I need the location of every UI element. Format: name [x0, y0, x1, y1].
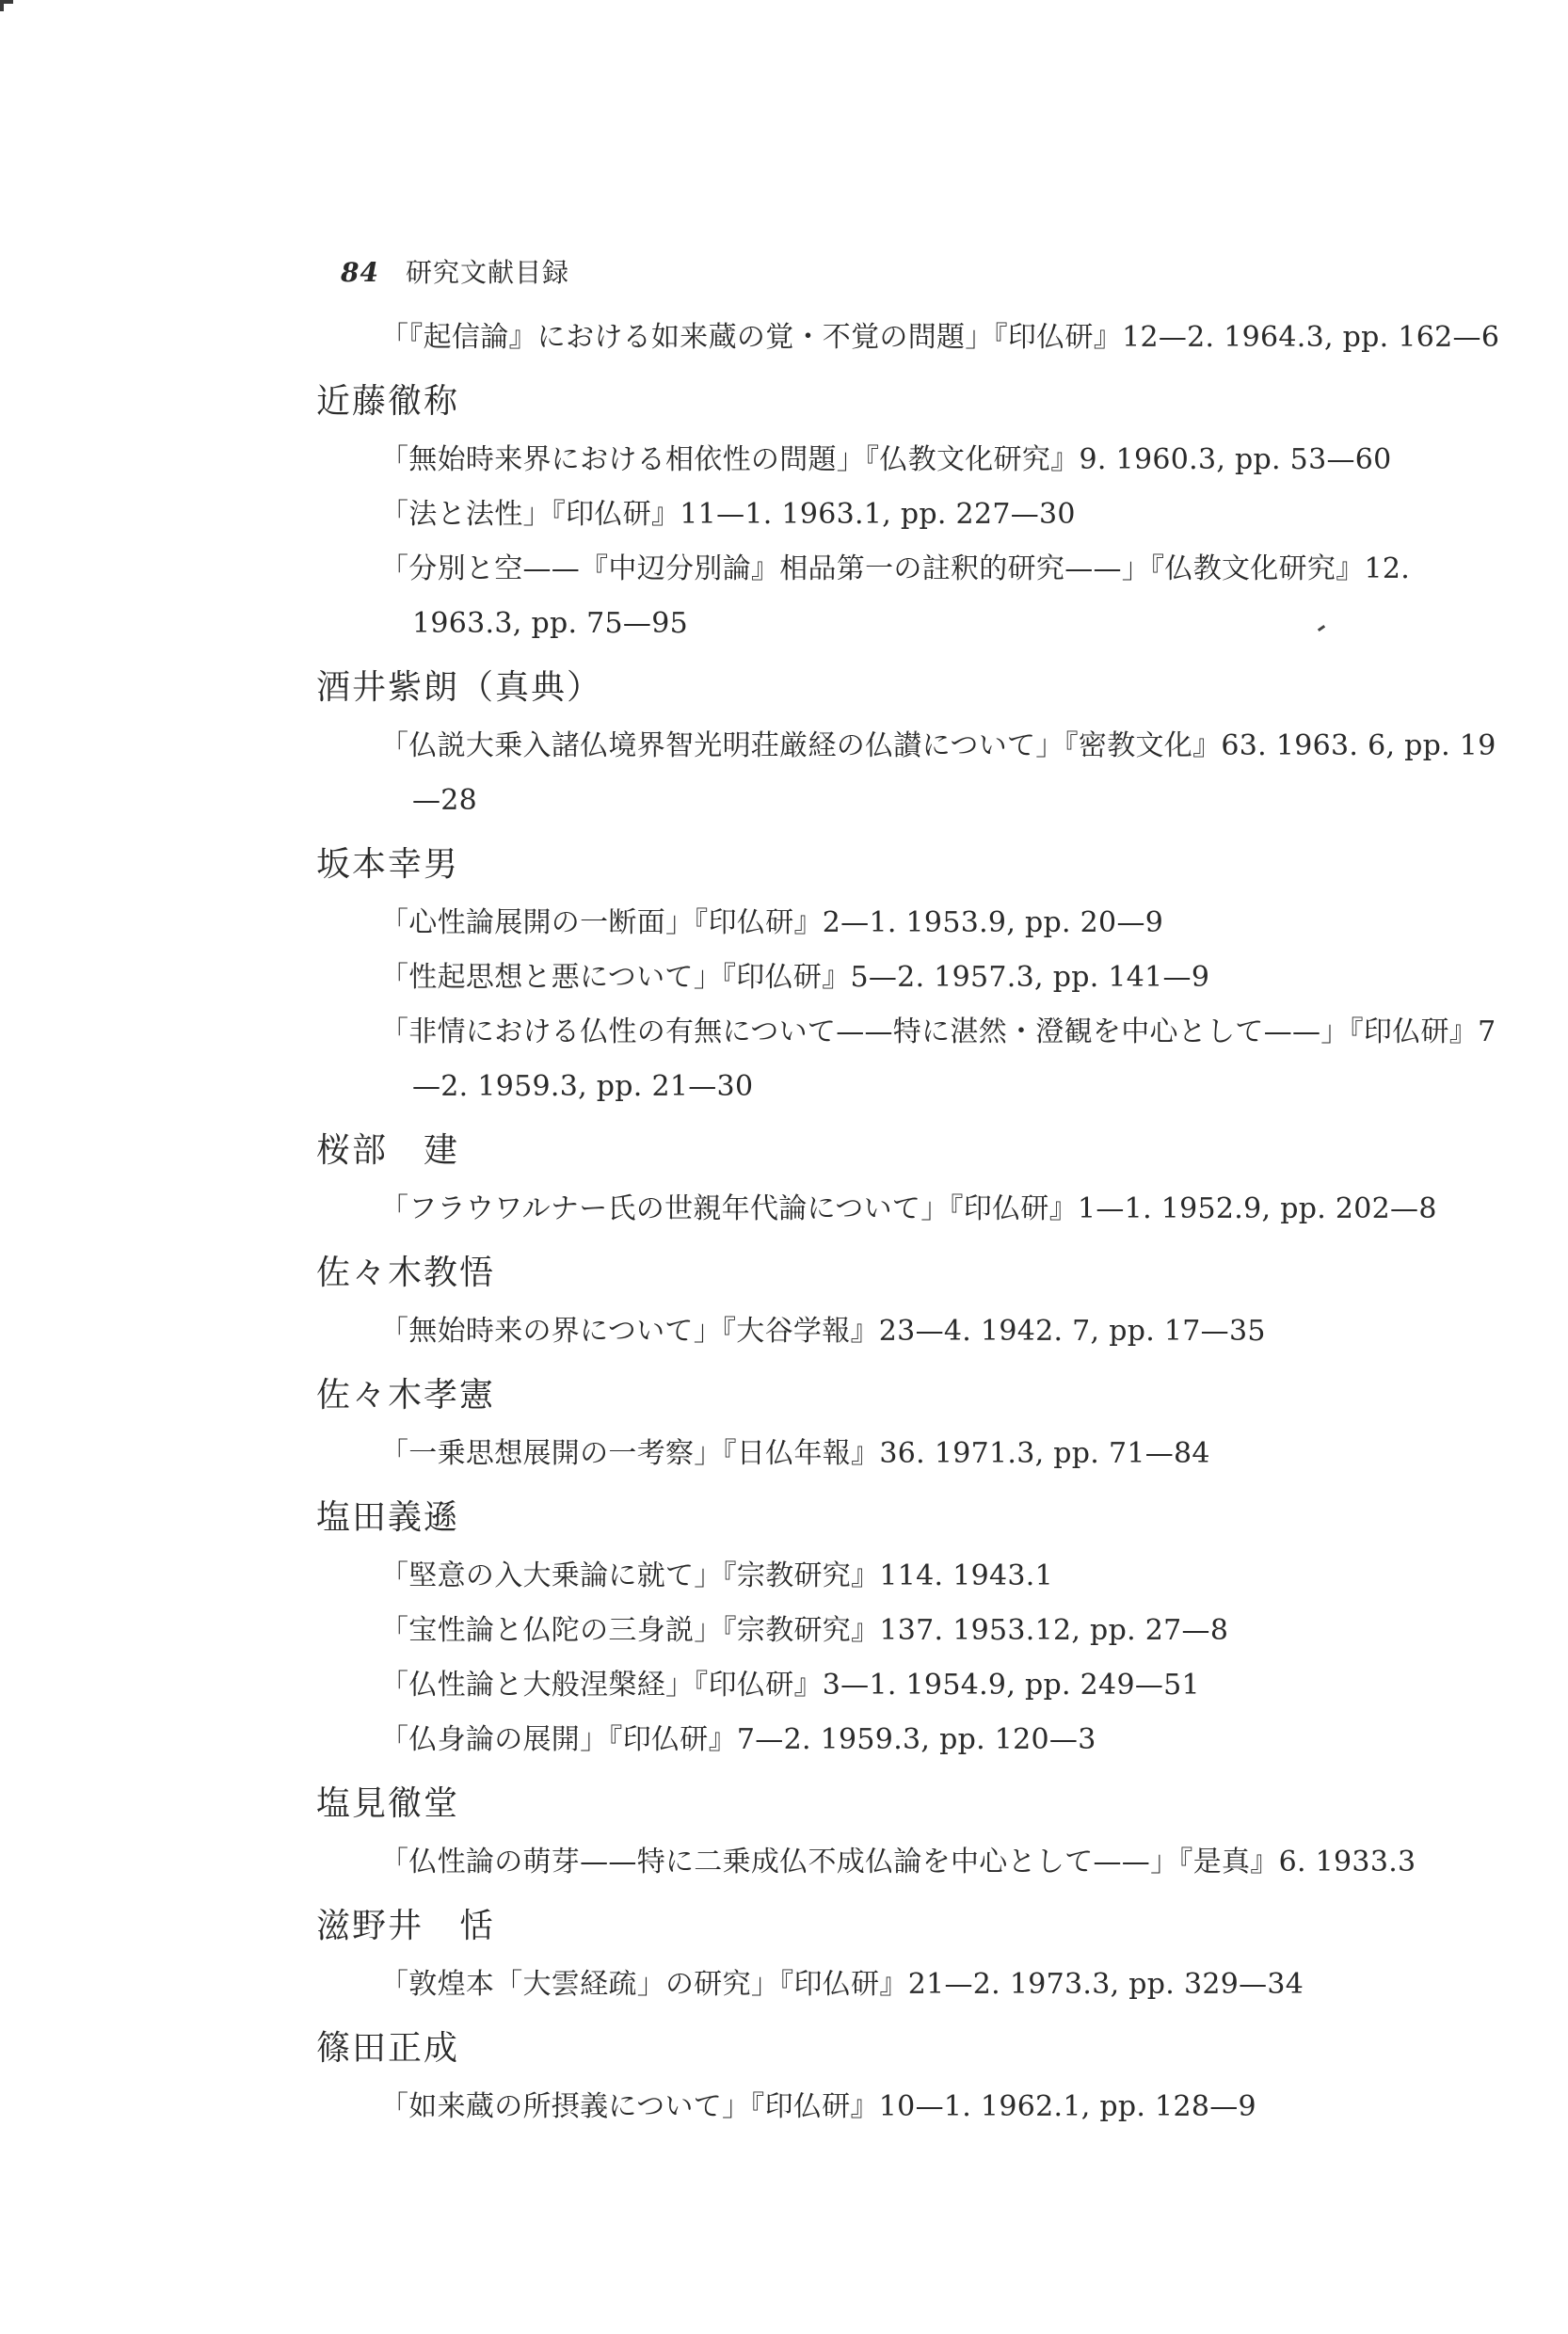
header-title: 研究文献目録 — [405, 257, 569, 288]
bibliography-entry: 「性起思想と悪について」『印仏研』5—2. 1957.3, pp. 141—9 — [380, 961, 1210, 994]
author-name: 滋野井 恬 — [316, 1907, 496, 1945]
bibliography-entry: 「分別と空——『中辺分別論』相品第一の註釈的研究——」『仏教文化研究』12. 1963.3, pp. 75—95 — [380, 552, 1411, 640]
bibliography-list — [316, 311, 1540, 2134]
bibliography-entry: 「仏性論の萌芽——特に二乗成仏不成仏論を中心として——」『是真』6. 1933.3 — [380, 1846, 1416, 1878]
bibliography-entry: 「一乗思想展開の一考察」『日仏年報』36. 1971.3, pp. 71—84 — [380, 1437, 1210, 1470]
bibliography-entry: 「仏身論の展開」『印仏研』7—2. 1959.3, pp. 120—3 — [380, 1723, 1096, 1756]
author-name: 塩見徹堂 — [316, 1784, 460, 1823]
bibliography-entry: 「フラウワルナー氏の世親年代論について」『印仏研』1—1. 1952.9, pp. 202—8 — [380, 1192, 1437, 1225]
bibliography-entry: 「如来蔵の所摂義について」『印仏研』10—1. 1962.1, pp. 128—9 — [380, 2090, 1256, 2123]
bibliography-entry: 「宝性論と仏陀の三身説」『宗教研究』137. 1953.12, pp. 27—8 — [380, 1614, 1229, 1647]
author-name: 酒井紫朗（真典） — [316, 668, 603, 707]
bibliography-entry: 「非情における仏性の有無について——特に湛然・澄観を中心として——」『印仏研』7—2. 1959.3, pp. 21—30 — [380, 1015, 1496, 1103]
author-name: 塩田義遜 — [316, 1498, 460, 1537]
author-name: 坂本幸男 — [316, 845, 460, 884]
bibliography-entry: 「敦煌本「大雲経疏」の研究」『印仏研』21—2. 1973.3, pp. 329—34 — [380, 1968, 1304, 2001]
bibliography-entry: 「心性論展開の一断面」『印仏研』2—1. 1953.9, pp. 20—9 — [380, 906, 1164, 939]
author-name: 桜部 建 — [316, 1131, 460, 1170]
bibliography-entry: 「『起信論』における如来蔵の覚・不覚の問題」『印仏研』12—2. 1964.3, pp. 162—6 — [380, 321, 1500, 354]
author-name: 佐々木教悟 — [316, 1254, 496, 1292]
page-number: 84 — [341, 257, 379, 288]
bibliography-entry: 「堅意の入大乗論に就て」『宗教研究』114. 1943.1 — [380, 1559, 1054, 1592]
author-name: 近藤徹称 — [316, 382, 460, 421]
running-header — [341, 252, 569, 290]
bibliography-entry: 「仏説大乗入諸仏境界智光明荘厳経の仏讃について」『密教文化』63. 1963. 6, pp. 19—28 — [380, 729, 1496, 817]
scan-corner-mark — [0, 0, 13, 11]
bibliography-entry: 「無始時来の界について」『大谷学報』23—4. 1942. 7, pp. 17—35 — [380, 1315, 1266, 1348]
author-name: 篠田正成 — [316, 2029, 460, 2068]
author-name: 佐々木孝憲 — [316, 1376, 496, 1415]
bibliography-entry: 「法と法性」『印仏研』11—1. 1963.1, pp. 227—30 — [380, 498, 1076, 531]
bibliography-entry: 「仏性論と大般涅槃経」『印仏研』3—1. 1954.9, pp. 249—51 — [380, 1669, 1200, 1702]
bibliography-entry: 「無始時来界における相依性の問題」『仏教文化研究』9. 1960.3, pp. 53—60 — [380, 443, 1392, 476]
